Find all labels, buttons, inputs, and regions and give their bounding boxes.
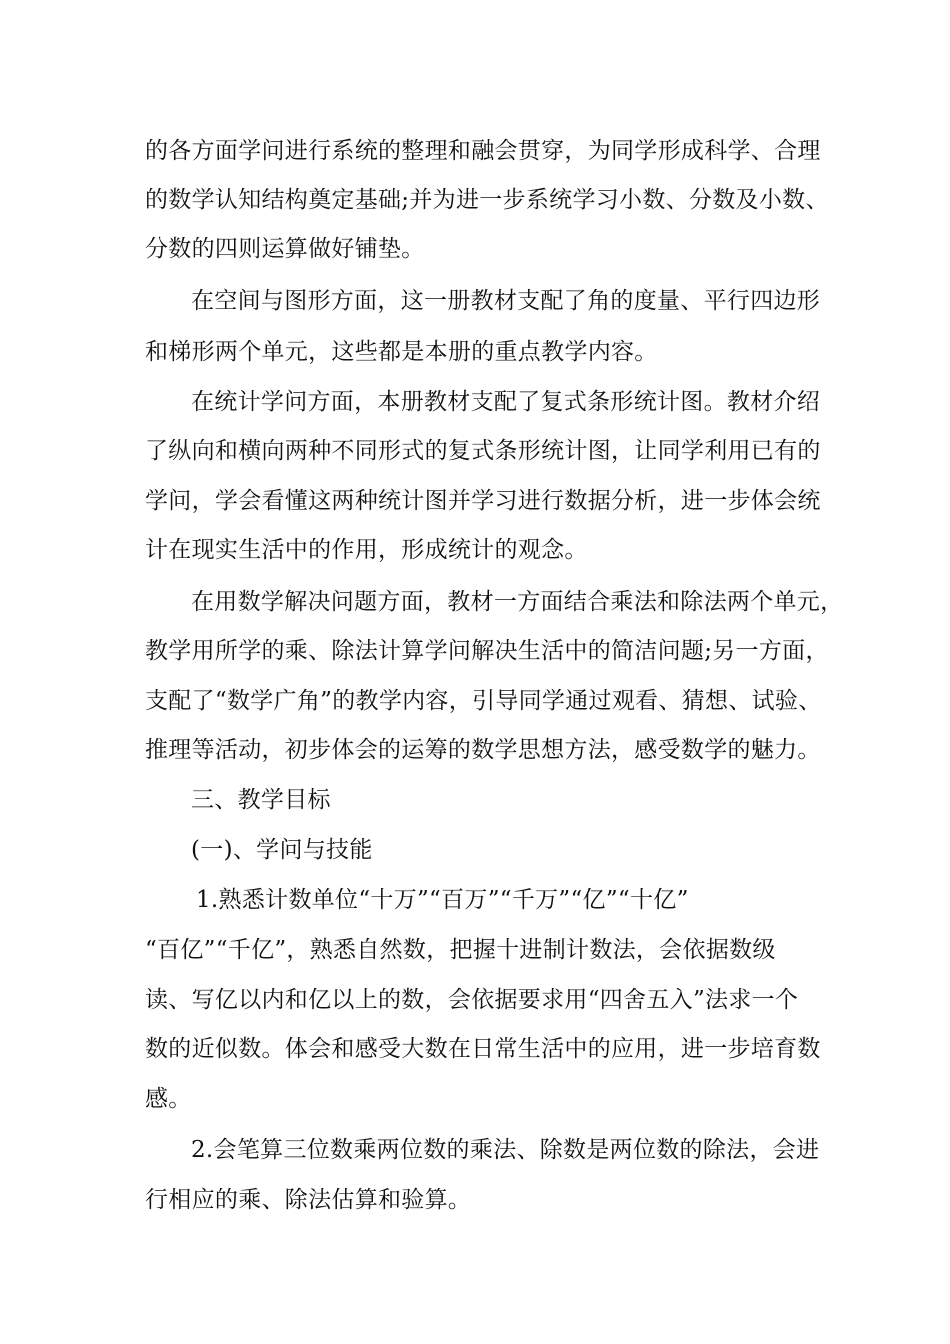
- text-line: 支配了“数学广角”的教学内容，引导同学通过观看、猜想、试验、: [145, 688, 822, 714]
- text-line: 教学用所学的乘、除法计算学问解决生活中的简洁问题;另一方面，: [145, 638, 829, 664]
- text-line: 推理等活动，初步体会的运筹的数学思想方法，感受数学的魅力。: [145, 737, 821, 763]
- section-heading: 三、教学目标: [191, 787, 331, 813]
- text-line: 的数学认知结构奠定基础;并为进一步系统学习小数、分数及小数、: [145, 187, 829, 213]
- text-line: “百亿”“千亿”，熟悉自然数，把握十进制计数法，会依据数级: [145, 937, 776, 963]
- text-line: 在统计学问方面，本册教材支配了复式条形统计图。教材介绍: [191, 389, 821, 415]
- text-line: 和梯形两个单元，这些都是本册的重点教学内容。: [145, 339, 658, 365]
- text-line: 1.熟悉计数单位“十万”“百万”“千万”“亿”“十亿”: [196, 887, 689, 913]
- text-line: 行相应的乘、除法估算和验算。: [145, 1187, 472, 1213]
- text-line: 学问，学会看懂这两种统计图并学习进行数据分析，进一步体会统: [145, 488, 821, 514]
- text-line: 感。: [145, 1086, 192, 1112]
- text-line: 数的近似数。体会和感受大数在日常生活中的应用，进一步培育数: [145, 1036, 821, 1062]
- text-line: 计在现实生活中的作用，形成统计的观念。: [145, 537, 588, 563]
- text-line: 2.会笔算三位数乘两位数的乘法、除数是两位数的除法，会进: [191, 1137, 820, 1163]
- text-line: 在空间与图形方面，这一册教材支配了角的度量、平行四边形: [191, 288, 821, 314]
- text-line: 了纵向和横向两种不同形式的复式条形统计图，让同学利用已有的: [145, 438, 821, 464]
- subsection-heading: (一)、学问与技能: [191, 837, 373, 863]
- text-line: 的各方面学问进行系统的整理和融会贯穿，为同学形成科学、合理: [145, 138, 821, 164]
- text-line: 读、写亿以内和亿以上的数，会依据要求用“四舍五入”法求一个: [145, 987, 799, 1013]
- text-line: 分数的四则运算做好铺垫。: [145, 236, 425, 262]
- text-line: 在用数学解决问题方面，教材一方面结合乘法和除法两个单元，: [191, 589, 844, 615]
